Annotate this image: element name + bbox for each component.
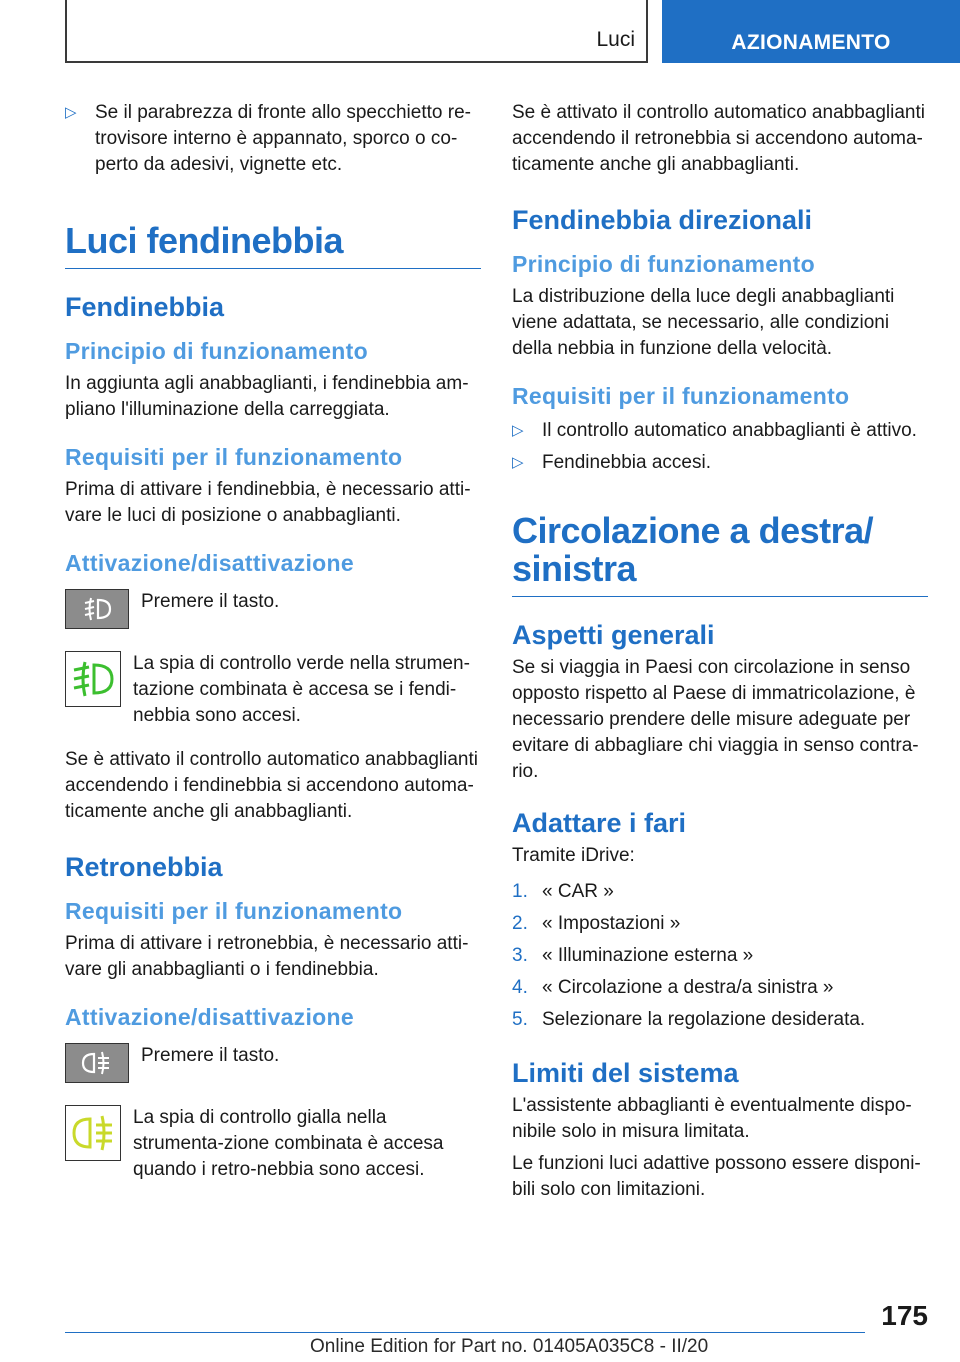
bullet-triangle-icon: ▷ <box>65 104 77 121</box>
heading-rear-fog: Retronebbia <box>65 852 223 882</box>
list-item <box>65 100 481 178</box>
paragraph: Prima di attivare i fendinebbia, è necessario atti-vare le luci di posizione o anabbaglianti. <box>65 479 471 526</box>
section-title-fog-lights: Luci fendinebbia <box>65 222 481 269</box>
list-item <box>512 418 928 444</box>
press-instruction: Premere il tasto. <box>141 1045 280 1066</box>
list-item <box>512 1007 928 1033</box>
rear-fog-indicator-icon <box>65 1105 121 1161</box>
right-column <box>512 100 928 1203</box>
footer-edition: Online Edition for Part no. 01405A035C8 - II/20 <box>310 1336 709 1357</box>
heading-system-limits: Limiti del sistema <box>512 1058 739 1088</box>
bullet-text: Il controllo automatico anabbaglianti è attivo. <box>542 420 917 441</box>
paragraph: La distribuzione della luce degli anabbaglianti viene adattata, se necessario, alle condizioni della nebbia in funzione della velocità. <box>512 286 895 359</box>
title-line-2: sinistra <box>512 548 637 589</box>
rear-fog-button-icon <box>65 1043 129 1083</box>
heading-directional-fog: Fendinebbia direzionali <box>512 205 813 235</box>
footer-divider <box>65 1332 865 1333</box>
front-fog-indicator-icon <box>65 651 121 707</box>
header-section-title: Luci <box>596 28 635 51</box>
heading-general: Aspetti generali <box>512 620 715 650</box>
heading-activation: Attivazione/disattivazione <box>65 550 354 576</box>
heading-principle: Principio di funzionamento <box>65 338 368 364</box>
heading-adapt-headlights: Adattare i fari <box>512 808 687 838</box>
paragraph: Prima di attivare i retronebbia, è necessario atti-vare gli anabbaglianti o i fendinebbia. <box>65 933 469 980</box>
paragraph: Se si viaggia in Paesi con circolazione in senso opposto rispetto al Paese di immatricolazione, è necessario prendere delle misure adeguate per evitare di abbagliare chi viaggia in senso contra-rio. <box>512 657 919 782</box>
paragraph: Le funzioni luci adattive possono essere disponi-bili solo con limitazioni. <box>512 1153 921 1200</box>
press-instruction: Premere il tasto. <box>141 591 280 612</box>
step-number: 4. <box>512 977 528 998</box>
header-chapter-tab <box>662 0 960 63</box>
list-item <box>512 975 928 1001</box>
title-line-1: Circolazione a destra/ <box>512 510 874 551</box>
paragraph: Se è attivato il controllo automatico anabbaglianti accendendo il retronebbia si accendono automa-ticamente anche gli anabbaglianti. <box>512 102 925 175</box>
paragraph: Se è attivato il controllo automatico anabbaglianti accendendo i fendinebbia si accendono automa-ticamente anche gli anabbaglianti. <box>65 749 478 822</box>
heading-requirements: Requisiti per il funzionamento <box>65 444 403 470</box>
left-column <box>65 100 481 1183</box>
bullet-triangle-icon: ▷ <box>512 422 524 439</box>
step-text: « Circolazione a destra/a sinistra » <box>542 977 834 998</box>
instruction-row <box>65 1105 481 1183</box>
instruction-row <box>65 651 481 729</box>
bullet-text: Se il parabrezza di fronte allo specchietto re-trovisore interno è appannato, sporco o co-perto da adesivi, vignette etc. <box>95 102 471 175</box>
instruction-row <box>65 1043 481 1083</box>
list-item <box>512 943 928 969</box>
header-chapter-label: AZIONAMENTO <box>731 31 891 54</box>
step-text: « Illuminazione esterna » <box>542 945 754 966</box>
step-number: 2. <box>512 913 528 934</box>
bullet-text: Fendinebbia accesi. <box>542 452 711 473</box>
paragraph: L'assistente abbaglianti è eventualmente dispo-nibile solo in misura limitata. <box>512 1095 912 1142</box>
heading-requirements: Requisiti per il funzionamento <box>65 898 403 924</box>
bullet-triangle-icon: ▷ <box>512 454 524 471</box>
step-text: « CAR » <box>542 881 614 902</box>
heading-principle: Principio di funzionamento <box>512 251 815 277</box>
indicator-description: La spia di controllo gialla nella strumenta-zione combinata è accesa quando i retro-nebbia sono accesi. <box>133 1107 444 1180</box>
step-number: 1. <box>512 881 528 902</box>
paragraph: In aggiunta agli anabbaglianti, i fendinebbia am-pliano l'illuminazione della carreggiata. <box>65 373 469 420</box>
paragraph: Tramite iDrive: <box>512 845 635 866</box>
indicator-description: La spia di controllo verde nella strumen-tazione combinata è accesa se i fendi-nebbia sono accesi. <box>133 653 470 726</box>
section-title-traffic-side <box>512 512 928 597</box>
step-text: Selezionare la regolazione desiderata. <box>542 1009 866 1030</box>
list-item <box>512 450 928 476</box>
heading-fog: Fendinebbia <box>65 292 225 322</box>
step-number: 3. <box>512 945 528 966</box>
heading-activation: Attivazione/disattivazione <box>65 1004 354 1030</box>
step-number: 5. <box>512 1009 528 1030</box>
list-item <box>512 911 928 937</box>
heading-requirements: Requisiti per il funzionamento <box>512 383 850 409</box>
list-item <box>512 879 928 905</box>
page-number: 175 <box>881 1300 928 1331</box>
front-fog-button-icon <box>65 589 129 629</box>
header-frame <box>65 0 648 63</box>
instruction-row <box>65 589 481 629</box>
step-text: « Impostazioni » <box>542 913 681 934</box>
